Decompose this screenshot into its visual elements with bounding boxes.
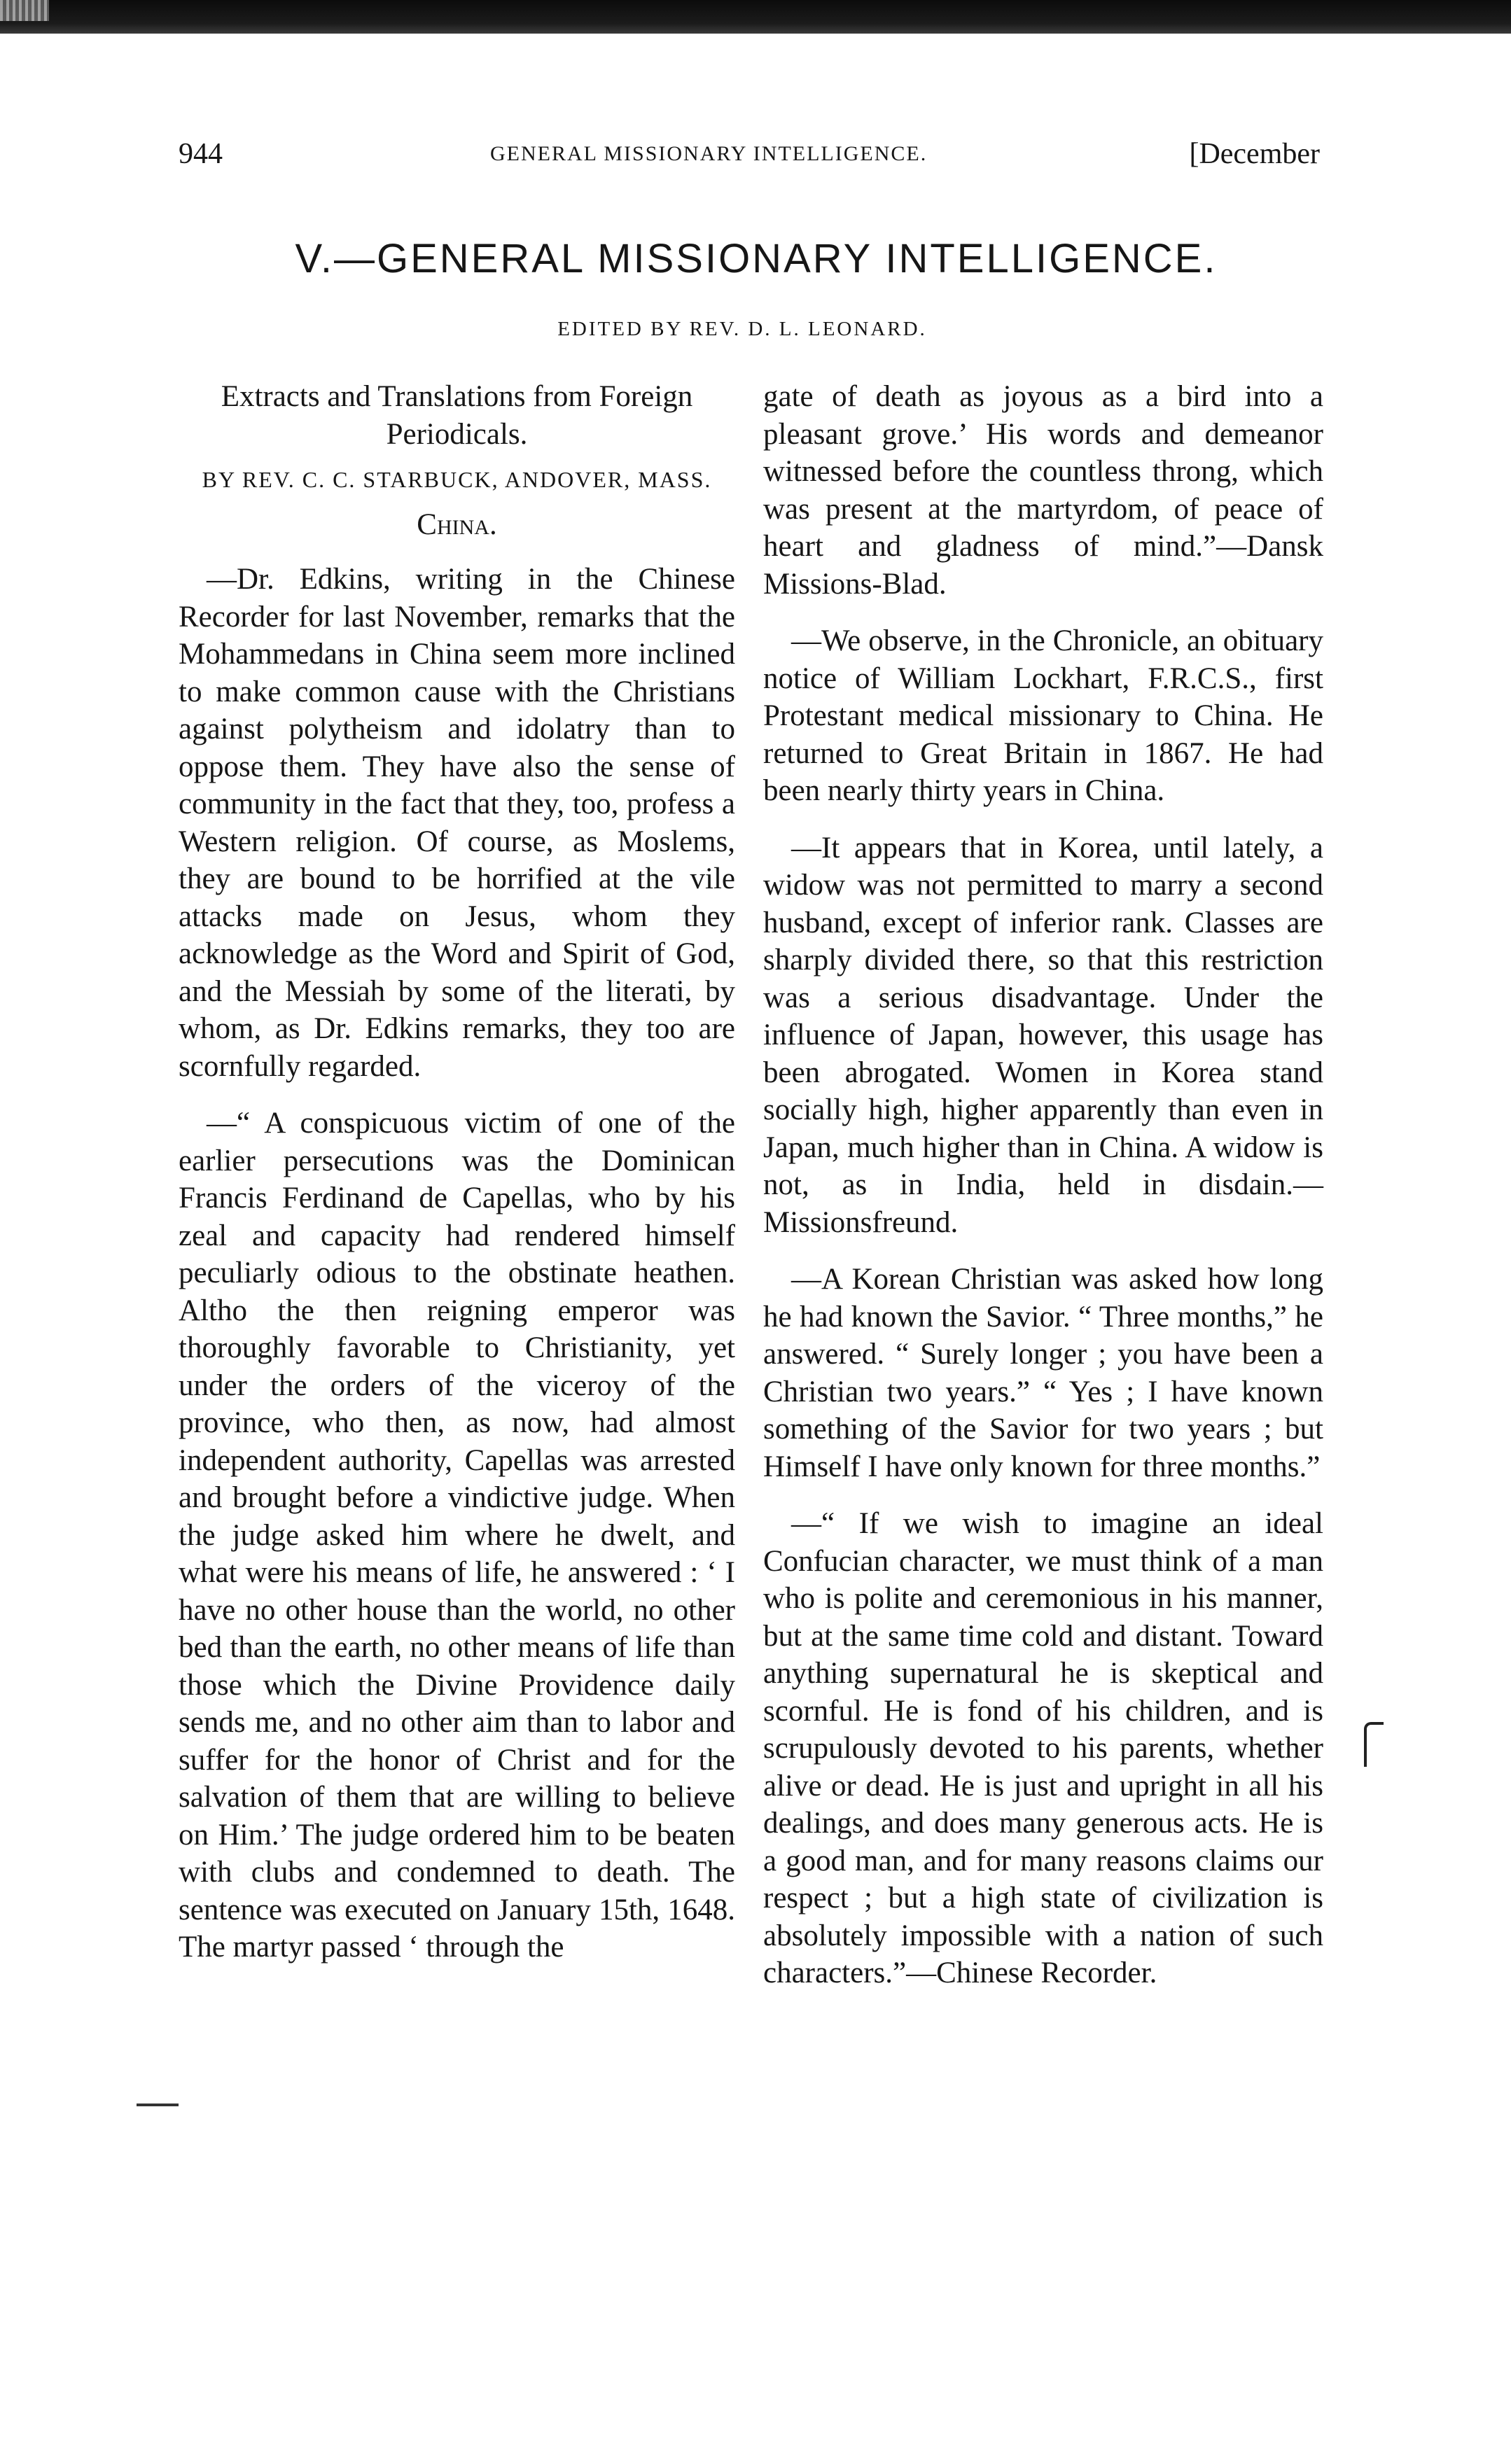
editor-credit: EDITED BY REV. D. L. LEONARD. xyxy=(557,318,927,340)
scan-edge-bar xyxy=(0,0,1511,34)
paragraph-edkins: —Dr. Edkins, writing in the Chinese Recorder for last November, remarks that the Mohammedans in China seem more inclined to make common cause with the Christians against polytheism and idolatry than to oppose them. They have also the sense of community in the fact that they, too, profess a Western religion. Of course, as Moslems, they are bound to be horrified at the vile attacks made on Jesus, whom they acknowledge as the Word and Spirit of God, and the Messiah by some of the literati, by whom, as Dr. Edkins remarks, they too are scornfully regarded. xyxy=(179,563,735,1083)
page-number: 944 xyxy=(179,138,223,170)
left-column xyxy=(179,378,735,1986)
region-subhead: China. xyxy=(417,508,497,541)
article-byline: BY REV. C. C. STARBUCK, ANDOVER, MASS. xyxy=(202,467,712,492)
paragraph-lockhart: —We observe, in the Chronicle, an obituary notice of William Lockhart, F.R.C.S., first Protestant medical missionary to China. He returned to Great Britain in 1867. He had been nearly thirty years in China. xyxy=(763,624,1323,807)
paragraph-korea-widow: —It appears that in Korea, until lately, a widow was not permitted to marry a second husband, except of inferior rank. Classes are sharply divided there, so that this restriction was a serious disadvantage. Under the influence of Japan, however, this usage has been abrogated. Women in Korea stand socially high, higher apparently than even in Japan, much higher than in China. A widow is not, as in India, held in disdain.—Missionsfreund. xyxy=(763,831,1323,1239)
paragraph-capellas-continued: gate of death as joyous as a bird into a pleasant grove.’ His words and demeanor witnessed before the countless throng, which was present at the martyrdom, of peace of heart and gladness of mind.”—Dansk Missions-Blad. xyxy=(763,380,1323,601)
running-head xyxy=(179,133,1320,175)
issue-month: [December xyxy=(1189,138,1320,170)
paragraph-confucian: —“ If we wish to imagine an ideal Confucian character, we must think of a man who is polite and ceremonious in his manner, but at the same time cold and distant. Toward anything supernatural he is skeptical and scornful. He is fond of his children, and is scrupulously devoted to his parents, whether alive or dead. He is just and upright in all his dealings, and does many generous acts. He is a good man, and for many reasons claims our respect ; but a high state of civilization is absolutely impossible with a nation of such characters.”—Chinese Recorder. xyxy=(763,1507,1323,1989)
paragraph-korean-christian: —A Korean Christian was asked how long he had known the Savior. “ Three months,” he answered. “ Surely longer ; you have been a Christian two years.” “ Yes ; I have known something of the Savior for two years ; but Himself I have only known for three months.” xyxy=(763,1263,1323,1483)
section-title: V.—GENERAL MISSIONARY INTELLIGENCE. xyxy=(295,236,1218,281)
article-heading: Extracts and Translations from Foreign Periodicals. xyxy=(221,380,693,451)
margin-bracket-mark xyxy=(1364,1722,1384,1767)
margin-pencil-mark xyxy=(137,2104,179,2106)
right-column xyxy=(763,378,1323,2012)
scan-edge-noise xyxy=(0,0,49,21)
paragraph-capellas: —“ A conspicuous victim of one of the earlier persecutions was the Dominican Francis Ferdinand de Capellas, who by his zeal and capacity had rendered himself peculiarly odious to the obstinate heathen. Altho the then reigning emperor was thoroughly favorable to Christianity, yet under the orders of the viceroy of the province, who then, as now, had almost independent authority, Capellas was arrested and brought before a vindictive judge. When the judge asked him where he dwelt, and what were his means of life, he answered : ‘ I have no other house than the world, no other bed than the earth, no other means of life than those which the Divine Providence daily sends me, and no other aim than to labor and suffer for the honor of Christ and for the salvation of them that are willing to believe on Him.’ The judge ordered him to be beaten with clubs and condemned to death. The sentence was executed on January 15th, 1648. The martyr passed ‘ through the xyxy=(179,1107,735,1963)
running-title: GENERAL MISSIONARY INTELLIGENCE. xyxy=(490,142,928,165)
